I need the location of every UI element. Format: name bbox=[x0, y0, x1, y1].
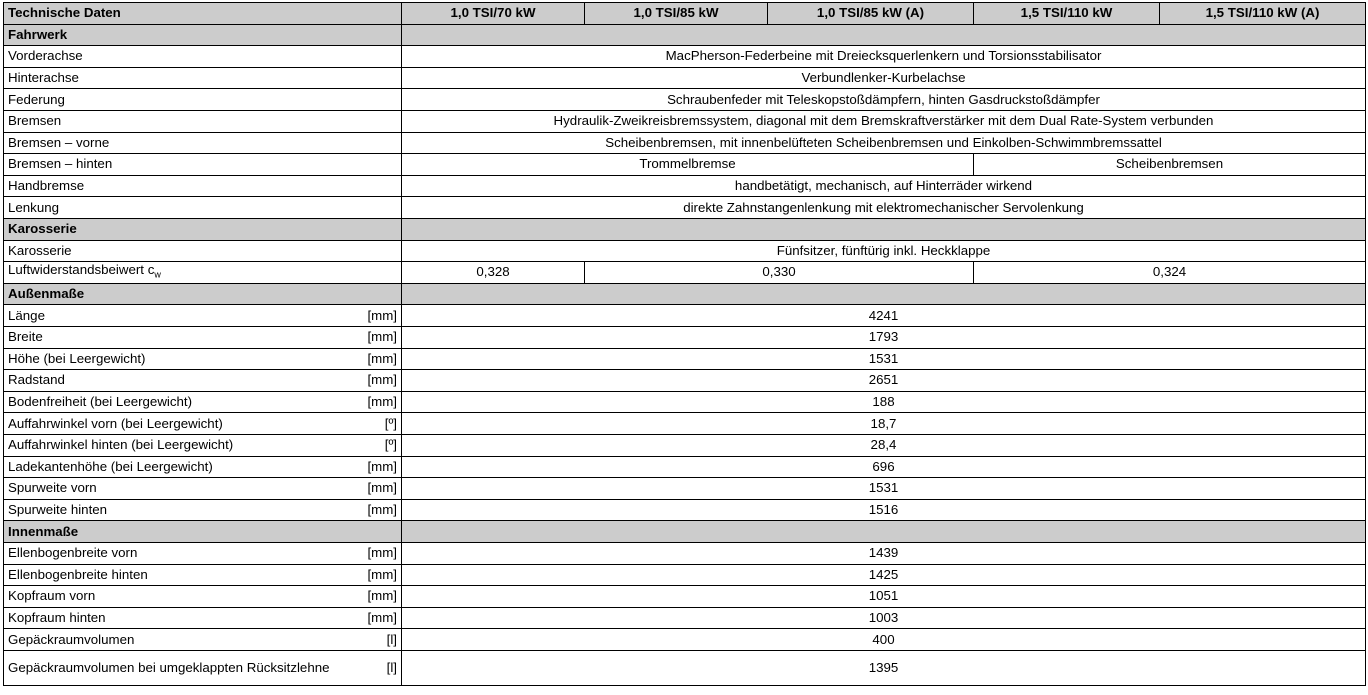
row-value: 400 bbox=[402, 629, 1366, 651]
row-value: Verbundlenker-Kurbelachse bbox=[402, 67, 1366, 89]
section-row bbox=[4, 218, 1366, 240]
table-row bbox=[4, 89, 1366, 111]
table-row bbox=[4, 370, 1366, 392]
row-unit: [º] bbox=[337, 434, 402, 456]
row-label: Höhe (bei Leergewicht) bbox=[4, 348, 337, 370]
row-value: MacPherson-Federbeine mit Dreiecksquerlenkern und Torsionsstabilisator bbox=[402, 46, 1366, 68]
row-value: 1531 bbox=[402, 478, 1366, 500]
row-unit: [mm] bbox=[337, 542, 402, 564]
row-label: Bremsen – vorne bbox=[4, 132, 402, 154]
row-label: Spurweite vorn bbox=[4, 478, 337, 500]
row-value: 1516 bbox=[402, 499, 1366, 521]
row-label bbox=[4, 262, 402, 284]
table-row bbox=[4, 391, 1366, 413]
row-unit: [l] bbox=[337, 650, 402, 685]
section-title: Fahrwerk bbox=[4, 24, 402, 46]
table-title: Technische Daten bbox=[4, 3, 402, 25]
column-header: 1,5 TSI/110 kW (A) bbox=[1160, 3, 1366, 25]
table-row bbox=[4, 348, 1366, 370]
table-row bbox=[4, 240, 1366, 262]
row-value: Scheibenbremsen, mit innenbelüfteten Scheibenbremsen und Einkolben-Schwimmbremssattel bbox=[402, 132, 1366, 154]
row-label: Gepäckraumvolumen bbox=[4, 629, 337, 651]
row-value: 0,330 bbox=[585, 262, 974, 284]
row-label: Ellenbogenbreite vorn bbox=[4, 542, 337, 564]
row-value: 1425 bbox=[402, 564, 1366, 586]
section-title: Karosserie bbox=[4, 218, 402, 240]
header-row bbox=[4, 3, 1366, 25]
table-row bbox=[4, 154, 1366, 176]
row-unit: [mm] bbox=[337, 607, 402, 629]
row-label: Bodenfreiheit (bei Leergewicht) bbox=[4, 391, 337, 413]
table-row bbox=[4, 456, 1366, 478]
row-unit: [º] bbox=[337, 413, 402, 435]
row-unit: [mm] bbox=[337, 391, 402, 413]
row-value: Schraubenfeder mit Teleskopstoßdämpfern, hinten Gasdruckstoßdämpfer bbox=[402, 89, 1366, 111]
row-label-text: Luftwiderstandsbeiwert c bbox=[8, 262, 155, 278]
row-value: handbetätigt, mechanisch, auf Hinterräder wirkend bbox=[402, 175, 1366, 197]
row-unit: [mm] bbox=[337, 370, 402, 392]
row-label: Auffahrwinkel hinten (bei Leergewicht) bbox=[4, 434, 337, 456]
row-value: 1793 bbox=[402, 326, 1366, 348]
row-value: 2651 bbox=[402, 370, 1366, 392]
row-value: 1395 bbox=[402, 650, 1366, 685]
table-row bbox=[4, 564, 1366, 586]
row-value: 188 bbox=[402, 391, 1366, 413]
row-unit: [mm] bbox=[337, 564, 402, 586]
row-label: Handbremse bbox=[4, 175, 402, 197]
row-unit: [mm] bbox=[337, 305, 402, 327]
table-row bbox=[4, 326, 1366, 348]
row-value: Trommelbremse bbox=[402, 154, 974, 176]
row-label: Ladekantenhöhe (bei Leergewicht) bbox=[4, 456, 337, 478]
row-label: Hinterachse bbox=[4, 67, 402, 89]
row-value: 1051 bbox=[402, 586, 1366, 608]
table-row bbox=[4, 132, 1366, 154]
table-row bbox=[4, 434, 1366, 456]
table-row bbox=[4, 175, 1366, 197]
row-label: Bremsen bbox=[4, 110, 402, 132]
row-value: 18,7 bbox=[402, 413, 1366, 435]
table-row bbox=[4, 305, 1366, 327]
row-value: 1439 bbox=[402, 542, 1366, 564]
row-unit: [mm] bbox=[337, 326, 402, 348]
row-label: Lenkung bbox=[4, 197, 402, 219]
table-row bbox=[4, 586, 1366, 608]
table-row bbox=[4, 262, 1366, 284]
table-row bbox=[4, 542, 1366, 564]
column-header: 1,0 TSI/85 kW (A) bbox=[768, 3, 974, 25]
row-value: 1531 bbox=[402, 348, 1366, 370]
table-row bbox=[4, 607, 1366, 629]
row-label: Vorderachse bbox=[4, 46, 402, 68]
row-label: Ellenbogenbreite hinten bbox=[4, 564, 337, 586]
section-row bbox=[4, 521, 1366, 543]
row-label: Auffahrwinkel vorn (bei Leergewicht) bbox=[4, 413, 337, 435]
row-label: Karosserie bbox=[4, 240, 402, 262]
table-row bbox=[4, 650, 1366, 685]
column-header: 1,0 TSI/85 kW bbox=[585, 3, 768, 25]
row-label: Radstand bbox=[4, 370, 337, 392]
row-label: Kopfraum vorn bbox=[4, 586, 337, 608]
row-value: Scheibenbremsen bbox=[974, 154, 1366, 176]
row-value: Hydraulik-Zweikreisbremssystem, diagonal mit dem Bremskraftverstärker mit dem Dual Rate-System verbunden bbox=[402, 110, 1366, 132]
row-value: 4241 bbox=[402, 305, 1366, 327]
section-row bbox=[4, 24, 1366, 46]
table-row bbox=[4, 478, 1366, 500]
row-unit: [mm] bbox=[337, 499, 402, 521]
row-value: 696 bbox=[402, 456, 1366, 478]
row-label: Federung bbox=[4, 89, 402, 111]
row-unit: [mm] bbox=[337, 348, 402, 370]
row-value: direkte Zahnstangenlenkung mit elektromechanischer Servolenkung bbox=[402, 197, 1366, 219]
table-row bbox=[4, 499, 1366, 521]
row-label-subscript: w bbox=[154, 269, 161, 280]
table-row bbox=[4, 197, 1366, 219]
table-row bbox=[4, 629, 1366, 651]
row-unit: [mm] bbox=[337, 478, 402, 500]
row-value: 0,328 bbox=[402, 262, 585, 284]
row-value: Fünfsitzer, fünftürig inkl. Heckklappe bbox=[402, 240, 1366, 262]
row-value: 28,4 bbox=[402, 434, 1366, 456]
row-label: Länge bbox=[4, 305, 337, 327]
row-label: Spurweite hinten bbox=[4, 499, 337, 521]
section-title: Außenmaße bbox=[4, 283, 402, 305]
table-row bbox=[4, 413, 1366, 435]
row-label: Kopfraum hinten bbox=[4, 607, 337, 629]
row-unit: [mm] bbox=[337, 586, 402, 608]
column-header: 1,0 TSI/70 kW bbox=[402, 3, 585, 25]
section-row bbox=[4, 283, 1366, 305]
row-value: 0,324 bbox=[974, 262, 1366, 284]
row-label: Gepäckraumvolumen bei umgeklappten Rücksitzlehne bbox=[4, 650, 337, 685]
row-unit: [l] bbox=[337, 629, 402, 651]
row-unit: [mm] bbox=[337, 456, 402, 478]
table-row bbox=[4, 46, 1366, 68]
table-row bbox=[4, 110, 1366, 132]
section-title: Innenmaße bbox=[4, 521, 402, 543]
row-label: Bremsen – hinten bbox=[4, 154, 402, 176]
column-header: 1,5 TSI/110 kW bbox=[974, 3, 1160, 25]
technical-data-table bbox=[3, 2, 1366, 686]
table-row bbox=[4, 67, 1366, 89]
row-label: Breite bbox=[4, 326, 337, 348]
row-value: 1003 bbox=[402, 607, 1366, 629]
